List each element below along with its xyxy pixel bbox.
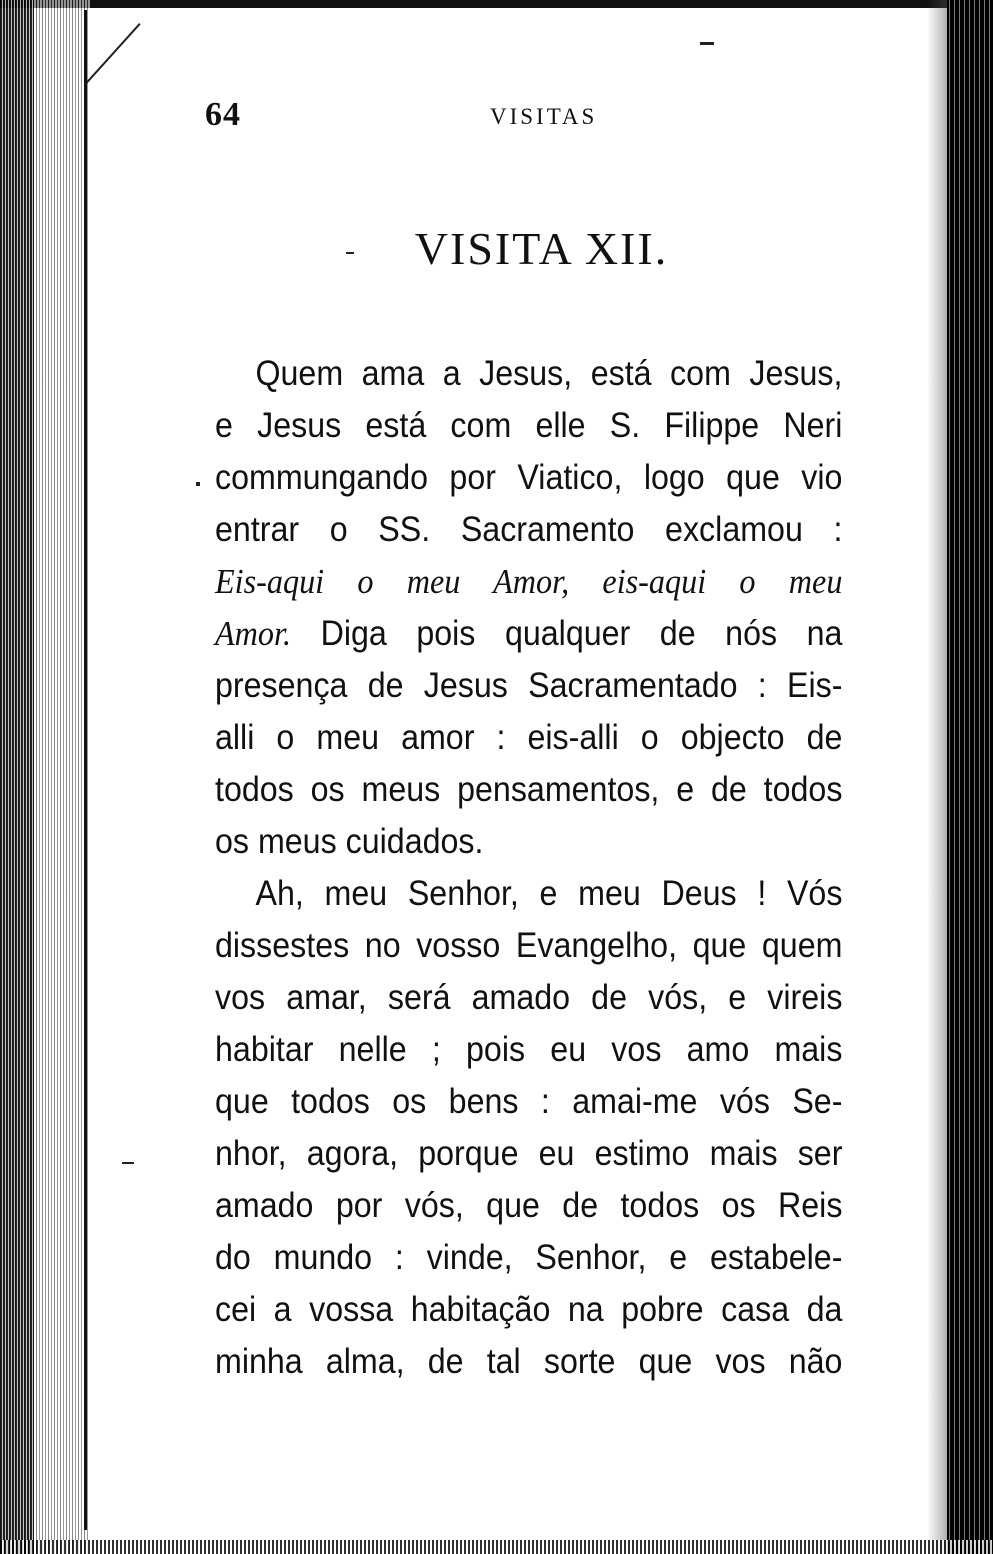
text-line-italic: Eis-aqui o meu Amor, eis-aqui o meu xyxy=(215,562,843,601)
text-line: entrar o SS. Sacramento exclamou : xyxy=(215,510,843,549)
text-line xyxy=(215,608,842,660)
italic-run: Amor. xyxy=(215,614,292,653)
scan-speck xyxy=(122,1162,134,1164)
text-line: Quem ama a Jesus, está com Jesus, xyxy=(255,354,843,393)
running-head: VISITAS xyxy=(490,104,598,129)
text-line: presença de Jesus Sacramentado : Eis- xyxy=(215,666,843,705)
scan-speck xyxy=(196,482,200,486)
text-line: commungando por Viatico, logo que vio xyxy=(215,458,843,497)
page-header xyxy=(205,96,625,146)
scan-speck xyxy=(700,42,714,45)
text-line: vos amar, será amado de vós, e vireis xyxy=(215,978,843,1017)
page-number: 64 xyxy=(205,96,241,133)
corner-fold-mark xyxy=(86,23,141,84)
scan-top-edge xyxy=(0,0,993,8)
text-line: amado por vós, que de todos os Reis xyxy=(215,1186,843,1225)
text-line: do mundo : vinde, Senhor, e estabele- xyxy=(215,1238,843,1277)
text-line: todos os meus pensamentos, e de todos xyxy=(215,770,843,809)
body-text xyxy=(215,348,842,1388)
text-line: e Jesus está com elle S. Filippe Neri xyxy=(215,406,843,445)
text-line: Ah, meu Senhor, e meu Deus ! Vós xyxy=(255,874,843,913)
scan-bottom-edge xyxy=(0,1540,993,1554)
text-line: que todos os bens : amai-me vós Se- xyxy=(215,1082,843,1121)
chapter-title: VISITA XII. xyxy=(414,223,669,274)
text-line: alli o meu amor : eis-alli o objecto de xyxy=(215,718,843,757)
text-line: nhor, agora, porque eu estimo mais ser xyxy=(215,1134,843,1173)
text-line: habitar nelle ; pois eu vos amo mais xyxy=(215,1030,843,1069)
text-line: os meus cuidados. xyxy=(215,822,484,861)
text-line: cei a vossa habitação na pobre casa da xyxy=(215,1290,843,1329)
text-line: dissestes no vosso Evangelho, que quem xyxy=(215,926,843,965)
text-line: minha alma, de tal sorte que vos não xyxy=(215,1342,843,1381)
text-run: Diga pois qualquer de nós na xyxy=(291,614,843,653)
